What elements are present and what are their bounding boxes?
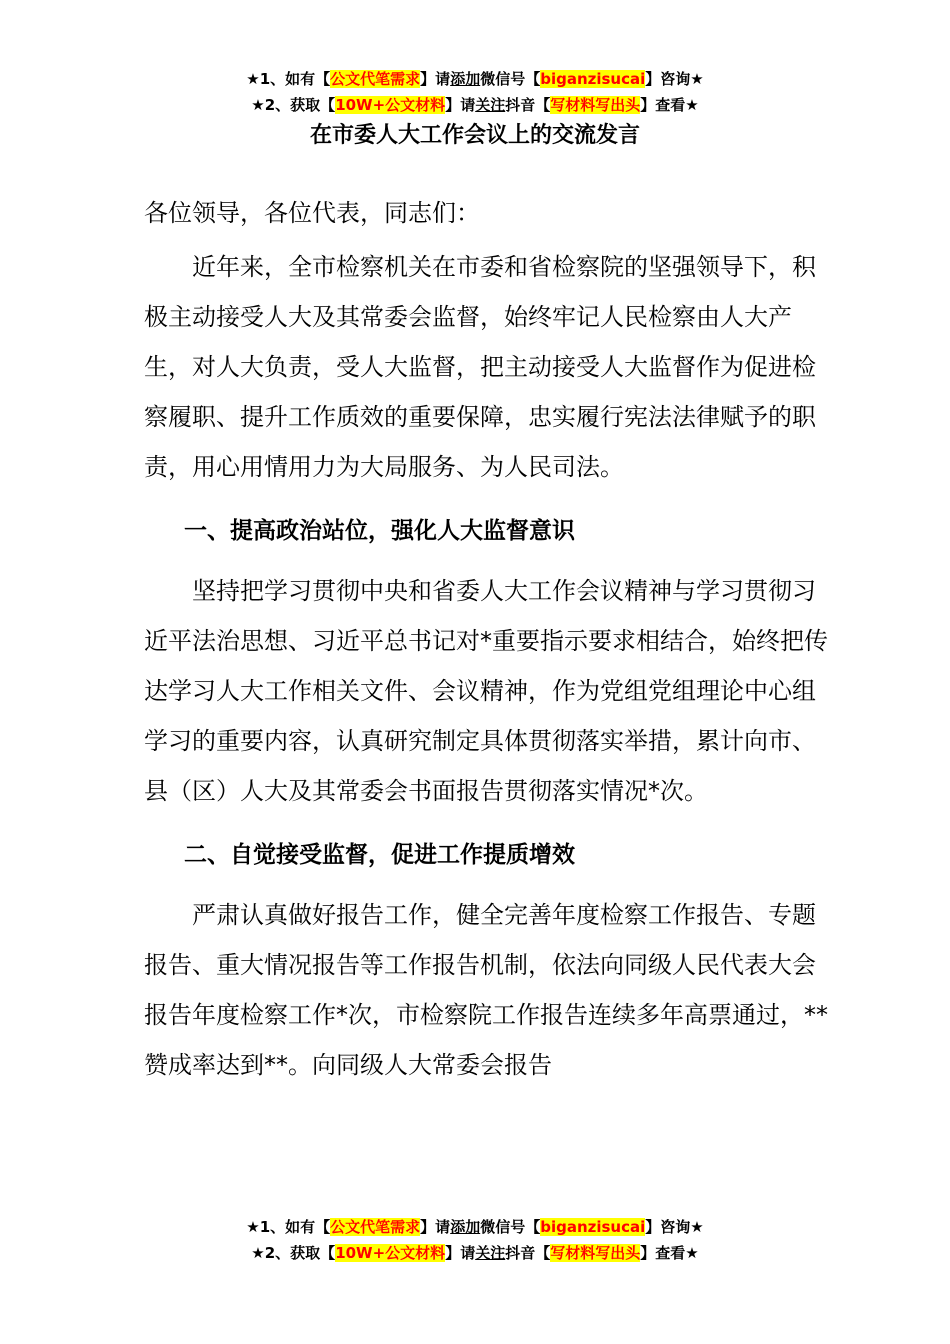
- promo-text: 】请: [420, 70, 451, 88]
- promo-line-1: [0, 1214, 950, 1240]
- promo-text: 】咨询★: [645, 1218, 704, 1236]
- section-1-heading: 一、提高政治站位，强化人大监督意识: [184, 518, 575, 544]
- promo-text: ★2、获取【: [251, 1244, 336, 1262]
- promo-underline: 添加: [450, 1218, 481, 1236]
- promo-wechat-id: biganzisucai: [540, 1218, 646, 1236]
- promo-text: ★2、获取【: [251, 96, 336, 114]
- promo-text: 抖音【: [505, 1244, 551, 1262]
- promo-text: 抖音【: [505, 96, 551, 114]
- promo-highlight: 10W+公文材料: [335, 1244, 446, 1262]
- promo-banner-top: [0, 66, 950, 118]
- promo-text: 微信号【: [480, 70, 541, 88]
- intro-paragraph: 近年来，全市检察机关在市委和省检察院的坚强领导下，积极主动接受人大及其常委会监督，始终牢记人民检察由人大产生，对人大负责，受人大监督，把主动接受人大监督作为促进检察履职、提升工作质效的重要保障，忠实履行宪法法律赋予的职责，用心用情用力为大局服务、为人民司法。: [144, 253, 816, 481]
- document-title: 在市委人大工作会议上的交流发言: [309, 123, 640, 148]
- promo-douyin-id: 写材料写出头: [550, 96, 641, 114]
- promo-text: 微信号【: [480, 1218, 541, 1236]
- document-body: [144, 188, 834, 1090]
- promo-text: 】请: [445, 1244, 476, 1262]
- promo-text: ★1、如有【: [246, 1218, 331, 1236]
- promo-highlight: 公文代笔需求: [330, 1218, 421, 1236]
- section-2-paragraph: 严肃认真做好报告工作，健全完善年度检察工作报告、专题报告、重大情况报告等工作报告机制，依法向同级人民代表大会报告年度检察工作*次，市检察院工作报告连续多年高票通过，**赞成率达到**。向同级人大常委会报告: [144, 901, 828, 1079]
- promo-text: 】咨询★: [645, 70, 704, 88]
- promo-line-1: [0, 66, 950, 92]
- promo-text: ★1、如有【: [246, 70, 331, 88]
- promo-line-2: [0, 92, 950, 118]
- promo-banner-bottom: [0, 1214, 950, 1266]
- promo-highlight: 公文代笔需求: [330, 70, 421, 88]
- promo-wechat-id: biganzisucai: [540, 70, 646, 88]
- section-2-heading: 二、自觉接受监督，促进工作提质增效: [184, 842, 575, 868]
- promo-line-2: [0, 1240, 950, 1266]
- promo-text: 】请: [420, 1218, 451, 1236]
- promo-text: 】查看★: [640, 96, 699, 114]
- promo-underline: 关注: [475, 1244, 506, 1262]
- greeting: 各位领导，各位代表，同志们：: [144, 199, 480, 227]
- promo-highlight: 10W+公文材料: [335, 96, 446, 114]
- promo-text: 】请: [445, 96, 476, 114]
- promo-underline: 关注: [475, 96, 506, 114]
- promo-text: 】查看★: [640, 1244, 699, 1262]
- promo-underline: 添加: [450, 70, 481, 88]
- promo-douyin-id: 写材料写出头: [550, 1244, 641, 1262]
- section-1-paragraph: 坚持把学习贯彻中央和省委人大工作会议精神与学习贯彻习近平法治思想、习近平总书记对*重要指示要求相结合，始终把传达学习人大工作相关文件、会议精神，作为党组党组理论中心组学习的重要内容，认真研究制定具体贯彻落实举措，累计向市、县（区）人大及其常委会书面报告贯彻落实情况*次。: [144, 577, 828, 805]
